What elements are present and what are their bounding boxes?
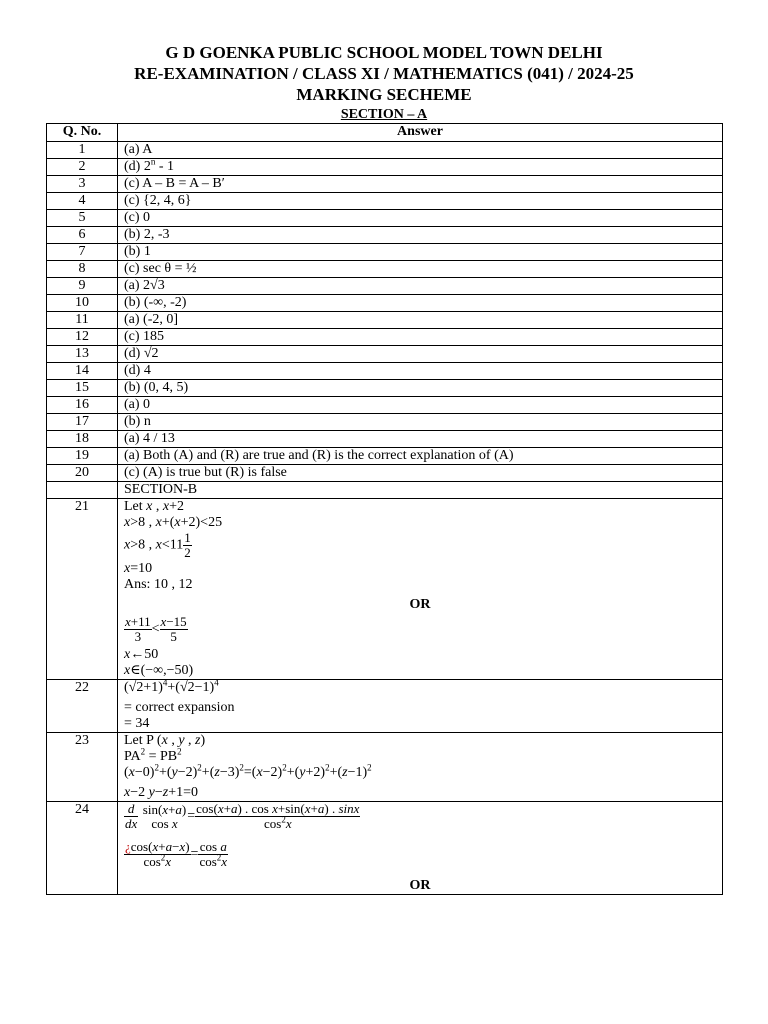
q21-line-1: Let x , x+2 [124,499,184,514]
school-name: G D GOENKA PUBLIC SCHOOL MODEL TOWN DELHI [165,43,603,62]
q24-line-1: $\frac{d}{dx}$ sin(x+a) cos x = $\frac{\text{cos(x+a) . cos x+sin(x+a) . sinx}}{\cos^2x}$ [125,801,360,831]
q-number-cell: 14 [47,363,118,380]
table-row-q22 [47,680,723,733]
q21-line-8: x∈(−∞,−50) [124,663,194,678]
q-number-cell: 16 [47,397,118,414]
marking-scheme-table [46,123,723,895]
q21-or-label: OR [409,597,431,612]
table-row [47,159,723,176]
table-row [47,397,723,414]
q23-line-3: $(x-0)^2+(y-2)^2+(z-3)^2=(x-2)^2+(y+2)^2+(z-1)^2$ [124,762,372,780]
answer-q22 [118,677,723,733]
table-row [47,278,723,295]
column-header-qno: Q. No. [47,124,118,142]
answer-cell: (a) 0 [118,397,723,414]
answer-cell: (d) 2$^n$ - 1 [118,159,723,176]
document-header [0,42,768,123]
q-number-cell: 10 [47,295,118,312]
answer-cell: (b) 2, -3 [118,227,723,244]
table-row [47,142,723,159]
answer-cell: (b) (-∞, -2) [118,295,723,312]
answer-cell: (a) Both (A) and (R) are true and (R) is the correct explanation of (A) [118,448,723,465]
q23-line-2: $PA^2 = PB^2$ [124,746,182,764]
q23-line-1: Let P (x , y , z) [124,733,206,748]
q24-or-label: OR [409,878,431,893]
table-row [47,312,723,329]
q-number-cell: 3 [47,176,118,193]
answer-cell: (a) A [118,142,723,159]
answer-cell: (c) (A) is true but (R) is false [118,465,723,482]
answer-cell: (b) n [118,414,723,431]
q-number-cell: 11 [47,312,118,329]
answer-cell: (c) 0 [118,210,723,227]
answer-cell: (c) 185 [118,329,723,346]
q23-line-4: x−2 y−z+1=0 [124,785,198,800]
table-row [47,465,723,482]
q-number-cell: 22 [47,680,118,733]
q-number-cell: 19 [47,448,118,465]
table-row [47,363,723,380]
q-number-cell: 15 [47,380,118,397]
answer-cell: (d) 4 [118,363,723,380]
q-number-cell: 18 [47,431,118,448]
q-number-cell: 21 [47,499,118,680]
q-number-cell: 24 [47,802,118,895]
section-b-heading: SECTION-B [118,482,723,499]
table-row [47,431,723,448]
q21-line-2: x>8 , x+(x+2)<25 [124,515,223,530]
q-number-cell: 23 [47,733,118,802]
table-row-q24 [47,802,723,895]
table-header-row [47,124,723,142]
table-row [47,244,723,261]
q-number-cell: 1 [47,142,118,159]
answer-cell: (c) sec θ = ½ [118,261,723,278]
table-row [47,448,723,465]
answer-cell: (a) 4 / 13 [118,431,723,448]
answer-cell: (d) √2 [118,346,723,363]
answer-cell: (c) A – B = A – B′ [118,176,723,193]
table-row-section-b [47,482,723,499]
table-row-q21 [47,499,723,680]
answer-q24 [118,802,723,895]
q-number-cell: 4 [47,193,118,210]
q21-line-3: x>8 , x<11 $\frac{1}{2}$ [124,530,191,560]
q22-line-2: = correct expansion [124,700,235,715]
q-number-cell: 17 [47,414,118,431]
table-body [47,142,723,895]
table-row [47,380,723,397]
table-row [47,346,723,363]
table-row [47,176,723,193]
q21-line-6: $\frac{x+11}{3}$ < $\frac{x-15}{5}$ [125,614,187,644]
answer-q23 [118,733,723,802]
q21-line-7: x←50 [124,647,159,662]
table-row [47,210,723,227]
answer-cell: (a) 2√3 [118,278,723,295]
table-row-q23 [47,733,723,802]
table-row [47,295,723,312]
table-row [47,193,723,210]
q24-line-2: $\frac{¿\cos(x+a-x)}{\cos^2x}$ = $\frac{\text{cos a}}{\cos^2x}$ [125,839,228,869]
q-number-cell: 20 [47,465,118,482]
q-number-cell: 2 [47,159,118,176]
q-number-cell: 9 [47,278,118,295]
answer-q21 [118,499,723,680]
q-number-cell [47,482,118,499]
q21-line-4: x=10 [124,561,153,576]
exam-title: RE-EXAMINATION / CLASS XI / MATHEMATICS (041) / 2024-25 [134,64,634,83]
q-number-cell: 6 [47,227,118,244]
q-number-cell: 8 [47,261,118,278]
q22-line-1: $(√2+1)^4+(√2-1)^4$ [124,677,219,695]
document-title: MARKING SECHEME [296,85,472,104]
column-header-answer: Answer [118,124,723,142]
answer-cell: (b) 1 [118,244,723,261]
q-number-cell: 12 [47,329,118,346]
table-row [47,227,723,244]
answer-cell: (b) (0, 4, 5) [118,380,723,397]
table-row [47,414,723,431]
table-row [47,261,723,278]
q-number-cell: 5 [47,210,118,227]
q-number-cell: 13 [47,346,118,363]
table-row [47,329,723,346]
q-number-cell: 7 [47,244,118,261]
q22-line-3: = 34 [124,716,150,731]
q21-line-5: Ans: 10 , 12 [124,577,193,592]
answer-cell: (c) {2, 4, 6} [118,193,723,210]
answer-cell: (a) (-2, 0] [118,312,723,329]
section-a-heading: SECTION – A [340,107,428,122]
